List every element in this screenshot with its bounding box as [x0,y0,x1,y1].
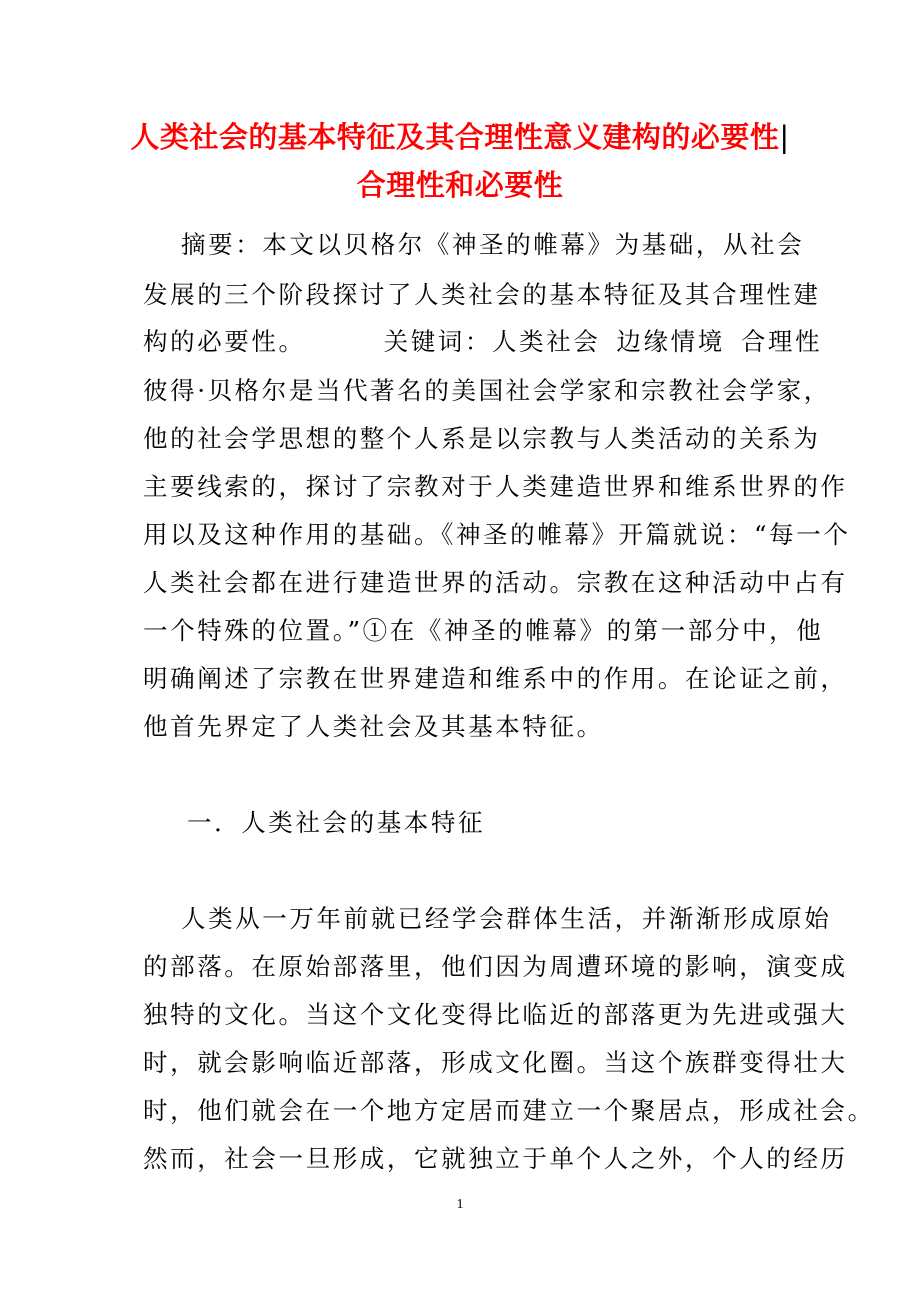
abstract-line-3 [143,327,823,357]
intro-line-6: 一个特殊的位置。”①在《神圣的帷幕》的第一部分中，他 [143,616,824,645]
abstract-line-2: 发展的三个阶段探讨了人类社会的基本特征及其合理性建 [143,280,821,309]
intro-line-7: 明确阐述了宗教在世界建造和维系中的作用。在论证之前， [143,664,848,693]
intro-line-1: 彼得·贝格尔是当代著名的美国社会学家和宗教社会学家， [143,376,831,405]
page-number: 1 [456,1197,464,1212]
section-line-5: 时，他们就会在一个地方定居而建立一个聚居点，形成社会。 [143,1096,875,1125]
section-heading: 一．人类社会的基本特征 [187,808,486,837]
intro-line-5: 人类社会都在进行建造世界的活动。宗教在这种活动中占有 [143,568,848,597]
keyword-3: 合理性 [740,327,823,356]
intro-line-8: 他首先界定了人类社会及其基本特征。 [143,712,604,741]
section-line-3: 独特的文化。当这个文化变得比临近的部落更为先进或强大 [143,1000,848,1029]
keyword-1: 人类社会 [492,327,601,356]
section-line-2: 的部落。在原始部落里，他们因为周遭环境的影响，演变成 [143,952,848,981]
abstract-line-3-text: 构的必要性。 [143,327,306,356]
section-line-4: 时，就会影响临近部落，形成文化圈。当这个族群变得壮大 [143,1048,848,1077]
intro-line-2: 他的社会学思想的整个人系是以宗教与人类活动的关系为 [143,424,821,453]
keyword-2: 边缘情境 [616,327,725,356]
title-main: 人类社会的基本特征及其合理性意义建构的必要性 [130,120,780,154]
abstract-line-1: 摘要：本文以贝格尔《神圣的帷幕》为基础，从社会 [181,230,805,259]
title-separator: | [779,120,790,154]
section-line-1: 人类从一万年前就已经学会群体生活，并渐渐形成原始 [181,904,832,933]
keywords-label: 关键词： [383,327,493,356]
intro-line-4: 用以及这种作用的基础。《神圣的帷幕》开篇就说：“每一个 [143,520,851,549]
intro-line-3: 主要线索的，探讨了宗教对于人类建造世界和维系世界的作 [143,472,848,501]
section-line-6: 然而，社会一旦形成，它就独立于单个人之外，个人的经历 [143,1144,848,1173]
document-title-line-2: 合理性和必要性 [356,168,564,202]
document-title-line-1 [100,112,820,162]
